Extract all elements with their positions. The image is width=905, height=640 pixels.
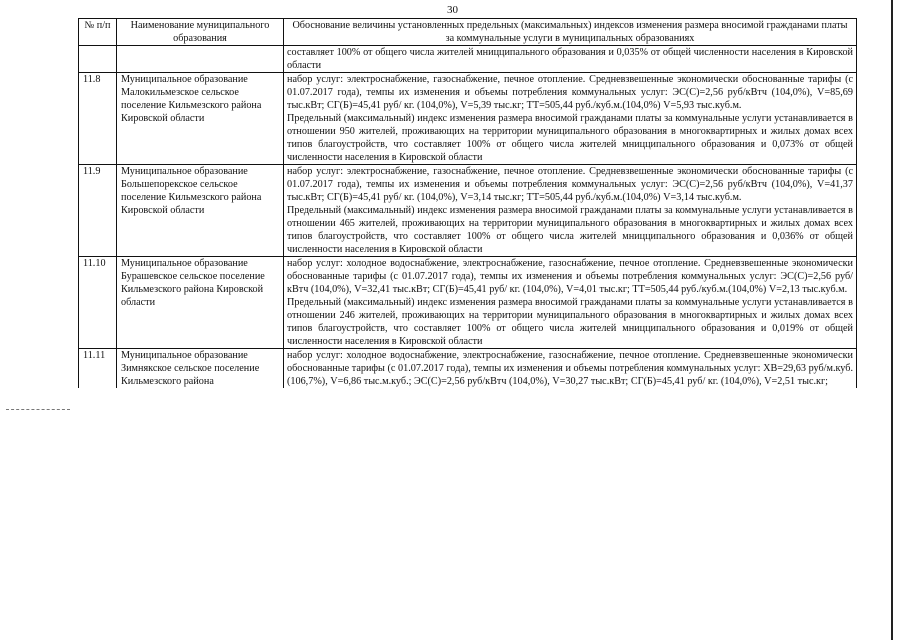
page-number: 30 bbox=[447, 4, 458, 16]
row-justification bbox=[284, 73, 857, 165]
row-municipality: Муниципальное образование Малокильмезское сельское поселение Кильмезского района Кировской области bbox=[117, 73, 284, 165]
row-municipality: Муниципальное образование Большепорекское сельское поселение Кильмезского района Кировской области bbox=[117, 165, 284, 257]
row-paragraph: набор услуг: холодное водоснабжение, электроснабжение, газоснабжение, печное отопление. Средневзвешенные экономически обоснованные тарифы (с 01.07.2017 года), темпы их изменения и объемы потребления коммунальных услуг: ЭС(С)=2,56 руб/кВтч (104,0%), V=32,41 тыс.кВт; СГ(Б)=45,41 руб/ кг. (104,0%), V=4,01 тыс.кг; ТТ=505,44 руб./куб.м.(104,0%) V=2,13 тыс.куб.м. bbox=[287, 258, 853, 295]
row-paragraph: набор услуг: холодное водоснабжение, электроснабжение, газоснабжение, печное отопление. Средневзвешенные экономически обоснованные тарифы (с 01.07.2017 года), темпы их изменения и объемы потребления коммунальных услуг: ХВ=29,63 руб/м.куб. (106,7%), V=6,86 тыс.м.куб.; ЭС(С)=2,56 руб/кВтч (104,0%), V=30,27 тыс.кВт; СГ(Б)=45,41 руб/ кг. (104,0%), V=2,51 тыс.кг; bbox=[287, 350, 853, 387]
margin-dash-mark bbox=[6, 409, 70, 410]
row-justification bbox=[284, 349, 857, 389]
row-municipality: Муниципальное образование Зимнякское сельское поселение Кильмезского района bbox=[117, 349, 284, 389]
header-number: № п/п bbox=[79, 19, 117, 46]
header-municipality: Наименование муниципального образования bbox=[117, 19, 284, 46]
tariff-table bbox=[78, 18, 857, 388]
row-paragraph: Предельный (максимальный) индекс изменения размера вносимой гражданами платы за коммунальные услуги устанавливается в отношении 465 жителей, проживающих на территории муниципального образования в многоквартирных и жилых домах всех типов благоустройств, что составляет 100% от общего числа жителей мницципального образования и 0,036% от общей численности населения в Кировской области bbox=[287, 205, 853, 255]
row-justification bbox=[284, 257, 857, 349]
row-municipality: Муниципальное образование Бурашевское сельское поселение Кильмезского района Кировской области bbox=[117, 257, 284, 349]
row-number: 11.9 bbox=[79, 165, 117, 257]
row-paragraph: Предельный (максимальный) индекс изменения размера вносимой гражданами платы за коммунальные услуги устанавливается в отношении 950 жителей, проживающих на территории муниципального образования в многоквартирных и жилых домах всех типов благоустройств, что составляет 100% от общего числа жителей мницципального образования и 0,073% от общей численности населения в Кировской области bbox=[287, 113, 853, 163]
row-paragraph: составляет 100% от общего числа жителей мницципального образования и 0,035% от общей численности населения в Кировской области bbox=[287, 47, 853, 71]
row-justification bbox=[284, 165, 857, 257]
row-number: 11.8 bbox=[79, 73, 117, 165]
row-municipality bbox=[117, 46, 284, 73]
row-justification bbox=[284, 46, 857, 73]
row-paragraph: Предельный (максимальный) индекс изменения размера вносимой гражданами платы за коммунальные услуги устанавливается в отношении 246 жителей, проживающих на территории муниципального образования в многоквартирных и жилых домах всех типов благоустройств, что составляет 100% от общего числа жителей мницципального образования и 0,019% от общей численности населения в Кировской области bbox=[287, 297, 853, 347]
row-number: 11.10 bbox=[79, 257, 117, 349]
scan-edge-line bbox=[891, 0, 893, 640]
table-header-row bbox=[79, 19, 857, 46]
header-justification: Обоснование величины установленных предельных (максимальных) индексов изменения размера вносимой гражданами платы за коммунальные услуги в муниципальных образованиях bbox=[284, 19, 857, 46]
table-row bbox=[79, 257, 857, 349]
table-row bbox=[79, 73, 857, 165]
table-row bbox=[79, 349, 857, 389]
row-number bbox=[79, 46, 117, 73]
row-paragraph: набор услуг: электроснабжение, газоснабжение, печное отопление. Средневзвешенные экономически обоснованные тарифы (с 01.07.2017 года), темпы их изменения и объемы потребления коммунальных услуг: ЭС(С)=2,56 руб/кВтч (104,0%), V=85,69 тыс.кВт; СГ(Б)=45,41 руб/ кг. (104,0%), V=5,39 тыс.кг; ТТ=505,44 руб./куб.м.(104,0%) V=5,93 тыс.куб.м. bbox=[287, 74, 853, 111]
row-number: 11.11 bbox=[79, 349, 117, 389]
table-row bbox=[79, 46, 857, 73]
table-row bbox=[79, 165, 857, 257]
row-paragraph: набор услуг: электроснабжение, газоснабжение, печное отопление. Средневзвешенные экономически обоснованные тарифы (с 01.07.2017 года), темпы их изменения и объемы потребления коммунальных услуг: ЭС(С)=2,56 руб/кВтч (104,0%), V=41,37 тыс.кВт; СГ(Б)=45,41 руб/ кг. (104,0%), V=3,14 тыс.кг; ТТ=505,44 руб./куб.м.(104,0%) V=3,14 тыс.куб.м. bbox=[287, 166, 853, 203]
